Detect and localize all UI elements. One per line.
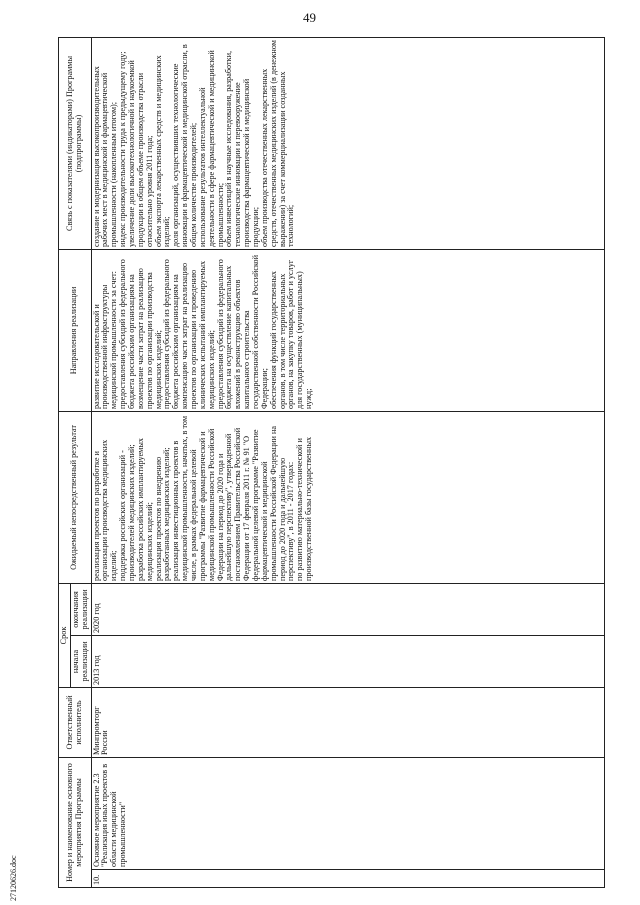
page-number: 49 [303,10,316,25]
header-indicators-link: Связь с показателями (индикаторами) Программы (подпрограммы) [59,37,92,249]
header-result: Ожидаемый непосредственный результат [59,411,92,583]
measure-name: Основное мероприятие 2.3 "Реализация иных проектов в области медицинской промышленности" [91,758,604,870]
document-reference: 27120626.doc [9,855,18,901]
indicators-link: создание и модернизация высокопроизводительных рабочих мест в медицинской и фармацевтической промышленности (накопленным итогом); индекс производительности труда к предыдущему году; увеличение доли высокотехнологичной и наукоемкой продукции в общем объеме производства отрасли относительно уровня 2011 года; объем экспорта лекарственных средств и медицинских изделий; доля организаций, осуществивших технологические инновации в фармацевтической и медицинской отрасли, в общем количестве производителей; использование результатов интеллектуальной деятельности в сфере фармацевтической и медицинской промышленности; объем инвестиций в научные исследования, разработки, технологические инновации и перевооружение производства фармацевтической и медицинской продукции; объем производства отечественных лекарственных средств, отечественных медицинских изделий (в денежном выражении) за счет коммерциализации созданных технологий; [91,37,604,249]
rotated-table-sheet [58,38,630,888]
start-year: 2013 год [91,636,604,688]
header-term: Срок [59,583,71,687]
implementation-directions: развитие исследовательской и производственной инфраструктуры медицинской промышленности за счет: предоставления субсидий из федерального бюджета российским организациям на возмещение части затрат на реализацию проектов по организации производства медицинских изделий; предоставления субсидий из федерального бюджета российским организациям на компенсацию части затрат на реализацию проектов по организации и проведению клинических испытаний имплантируемых медицинских изделий; предоставления субсидий из федерального бюджета на осуществление капитальных вложений в реконструкцию объектов капитального строительства государственной собственности Российской Федерации; обеспечения функций государственных органов, в том числе территориальных органов, на закупку товаров, работ и услуг для государственных (муниципальных) нужд; [91,249,604,411]
header-number-name: Номер и наименование основного мероприятия Программы [59,758,92,888]
header-responsible: Ответственный исполнитель [59,688,92,758]
header-end: окончания реализации [70,583,91,635]
responsible-executor: Минпромторг России [91,688,604,758]
program-measures-table [58,37,605,888]
header-directions: Направления реализации [59,249,92,411]
end-year: 2020 год [91,583,604,635]
table-row [91,37,604,887]
expected-result: реализация проектов по разработке и организации производства медицинских изделий; поддержка российских организаций - производителей медицинских изделий; разработка российских имплантируемых медицинских изделий; реализация проектов по внедрению разработанных медицинских изделий; реализация инвестиционных проектов в медицинской промышленности, начатых, в том числе, в рамках федеральной целевой программы "Развитие фармацевтической и медицинской промышленности Российской Федерации на период до 2020 года и дальнейшую перспективу", утвержденной постановлением Правительства Российской Федерации от 17 февраля 2011 г. № 91 "О федеральной целевой программе "Развитие фармацевтической и медицинской промышленности Российской Федерации на период до 2020 года и дальнейшую перспективу", в 2011 - 2017 годах: по развитию материально-технической и производственной базы государственных [91,411,604,583]
row-number: 10. [91,870,604,888]
header-start: начала реализации [70,636,91,688]
